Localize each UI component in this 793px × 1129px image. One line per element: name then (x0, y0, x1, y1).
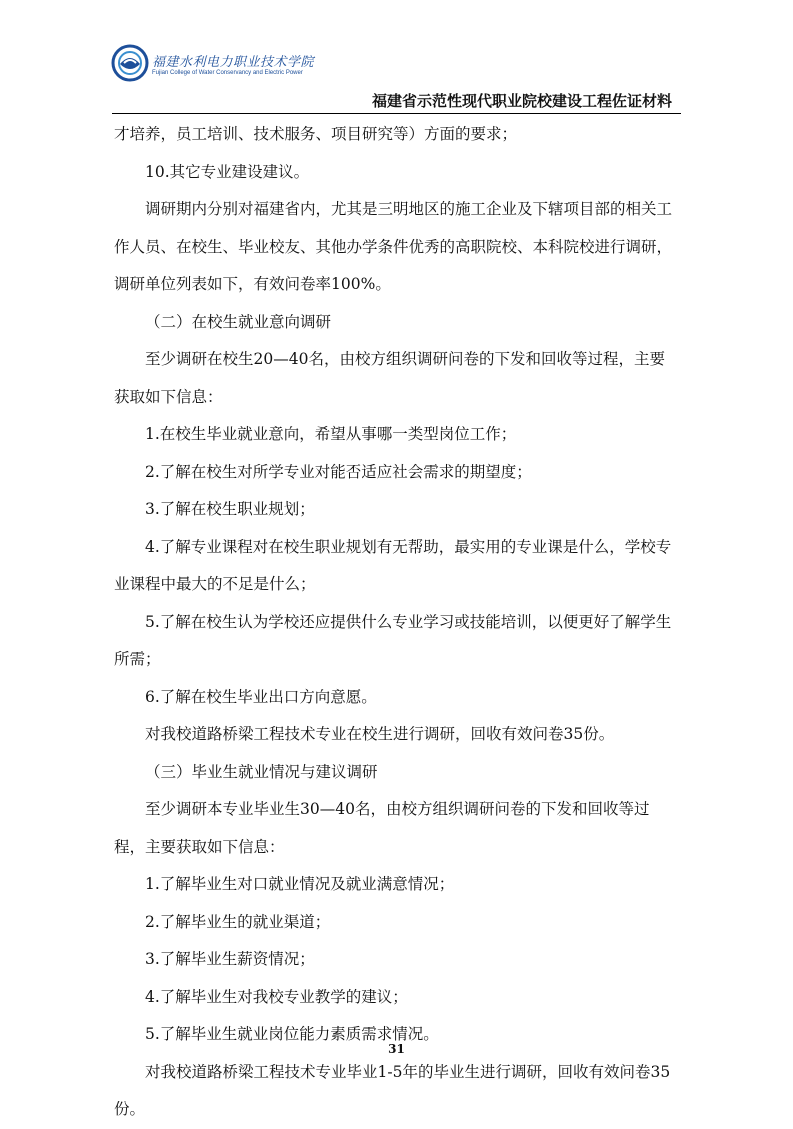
list-item: 1.在校生毕业就业意向，希望从事哪一类型岗位工作； (145, 425, 517, 443)
section-heading: （二）在校生就业意向调研 (145, 312, 332, 331)
page-header (0, 0, 793, 112)
paragraph: 对我校道路桥梁工程技术专业在校生进行调研，回收有效问卷35份。 (145, 725, 615, 743)
paragraph: 才培养，员工培训、技术服务、项目研究等）方面的要求； (114, 125, 518, 143)
list-item: 4.了解毕业生对我校专业教学的建议； (145, 987, 408, 1006)
list-item: 3.了解在校生职业规划； (145, 500, 315, 518)
paragraph: 至少调研在校生20—40名，由校方组织调研问卷的下发和回收等过程，主要获取如下信息： (114, 350, 665, 406)
college-logo (110, 42, 315, 96)
list-item: 1.了解毕业生对口就业情况及就业满意情况； (145, 875, 455, 893)
header-title: 福建省示范性现代职业院校建设工程佐证材料 (371, 92, 672, 110)
list-item: 2.了解毕业生的就业渠道； (145, 912, 331, 931)
list-item: 2.了解在校生对所学专业对能否适应社会需求的期望度； (145, 462, 532, 481)
section-heading: （三）毕业生就业情况与建议调研 (145, 762, 378, 781)
list-item: 3.了解毕业生薪资情况； (145, 950, 315, 968)
list-item: 5.了解毕业生就业岗位能力素质需求情况。 (145, 1025, 439, 1043)
logo-english-name: Fujian College of Water Conservancy and Electric Power (152, 70, 303, 76)
college-emblem-icon (110, 42, 152, 84)
list-item: 6.了解在校生毕业出口方向意愿。 (145, 687, 377, 706)
list-item: 10.其它专业建设建议。 (145, 162, 310, 181)
page-number: 31 (388, 1042, 405, 1056)
document-body (114, 116, 680, 1129)
logo-chinese-name: 福建水利电力职业技术学院 (152, 55, 315, 70)
paragraph: 调研期内分别对福建省内，尤其是三明地区的施工企业及下辖项目部的相关工作人员、在校生、毕业校友、其他办学条件优秀的高职院校、本科院校进行调研，调研单位列表如下，有效问卷率100%。 (114, 200, 673, 293)
list-item: 4.了解专业课程对在校生职业规划有无帮助，最实用的专业课是什么，学校专业课程中最大的不足是什么； (114, 537, 672, 593)
header-divider (112, 113, 681, 114)
list-item: 5.了解在校生认为学校还应提供什么专业学习或技能培训，以便更好了解学生所需； (114, 612, 672, 668)
paragraph: 至少调研本专业毕业生30—40名，由校方组织调研问卷的下发和回收等过程，主要获取如下信息： (114, 800, 650, 856)
paragraph: 对我校道路桥梁工程技术专业毕业1-5年的毕业生进行调研，回收有效问卷35份。 (114, 1062, 671, 1118)
